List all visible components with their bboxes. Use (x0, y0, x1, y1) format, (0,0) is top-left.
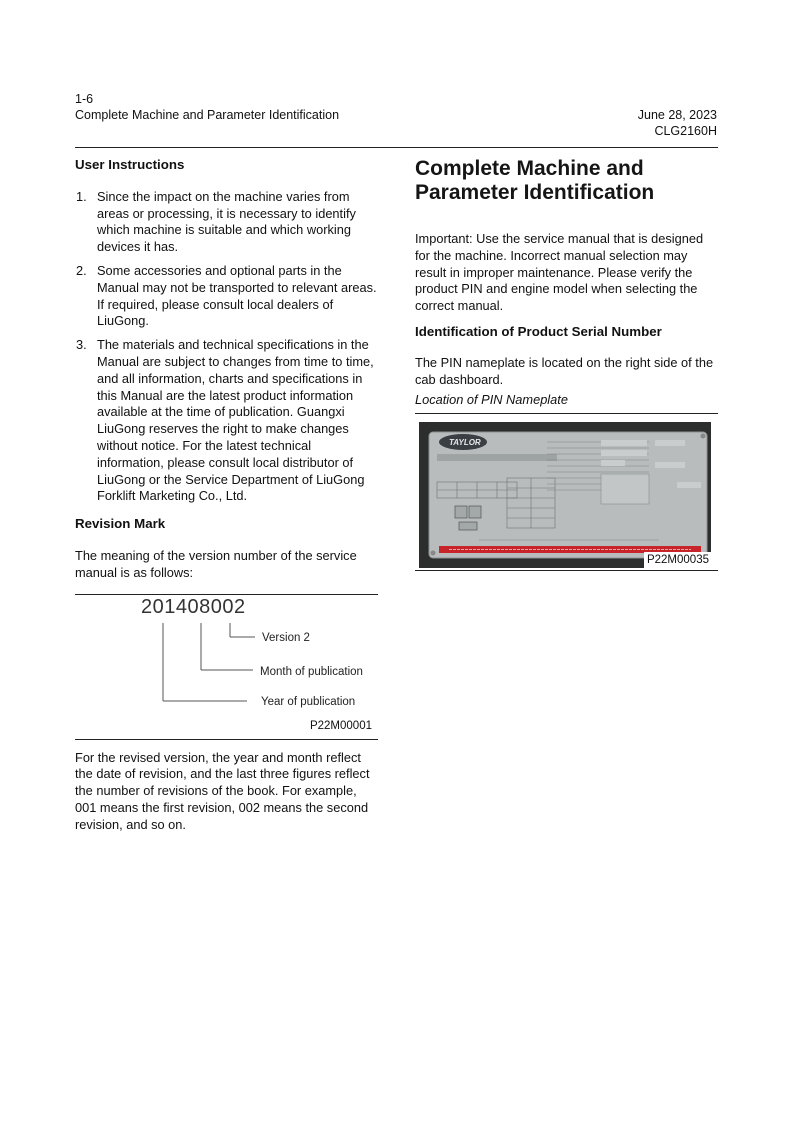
figure-id: P22M00035 (644, 552, 712, 569)
label-year: Year of publication (261, 695, 356, 708)
header-section-title: Complete Machine and Parameter Identification (75, 108, 340, 122)
list-item-number: 3. (76, 337, 87, 353)
revision-intro: The meaning of the version number of the service manual is as follows: (75, 547, 357, 580)
label-month: Month of publication (260, 665, 363, 678)
list-item-text: Some accessories and optional parts in the Manual may not be transported to relevant areas. If required, please consult local dealers of LiuGong. (97, 262, 377, 329)
right-column (415, 157, 718, 571)
list-item-number: 2. (76, 262, 87, 278)
pin-figure-caption: Location of PIN Nameplate (415, 392, 568, 408)
list-item-text: The materials and technical specifications in the Manual are subject to changes from time to time, and all information, charts and specifications in this Manual are the latest product information available at the time of publication. Guangxi LiuGong reserves the right to make changes without notice. For the latest technical information, please consult local distributor of LiuGong or the Service Department of LiuGong Forklift Marketing Co., Ltd. (97, 337, 374, 504)
pin-nameplate-figure (415, 413, 718, 571)
header-divider (75, 147, 718, 148)
nameplate-photo (419, 422, 711, 568)
version-number-example: 201408002 (141, 595, 246, 618)
brand-logo-text: TAYLOR (449, 438, 481, 448)
section-title: Complete Machine and Parameter Identification (415, 157, 655, 204)
list-item (75, 189, 378, 256)
list-item (75, 263, 378, 330)
list-item-number: 1. (76, 188, 87, 204)
label-version: Version 2 (262, 631, 310, 644)
page-header-right (638, 107, 717, 139)
instructions-list (75, 189, 378, 505)
left-column (75, 157, 378, 834)
page-header-left (75, 91, 339, 123)
pin-location-text: The PIN nameplate is located on the right side of the cab dashboard. (415, 354, 714, 387)
revision-mark-heading: Revision Mark (75, 516, 166, 532)
list-item-text: Since the impact on the machine varies from areas or processing, it is necessary to identify which machine is suitable and which working devices it has. (97, 188, 356, 255)
nameplate-image (419, 422, 711, 568)
header-model: CLG2160H (654, 124, 717, 138)
figure-id: P22M00001 (309, 719, 372, 732)
list-item (75, 337, 378, 505)
page-number: 1-6 (75, 92, 94, 106)
important-note: Important: Use the service manual that is designed for the machine. Incorrect manual selection may result in improper maintenance. Please verify the product PIN and engine model when selecting the correct manual. (415, 231, 704, 314)
user-instructions-heading: User Instructions (75, 157, 185, 172)
serial-number-heading: Identification of Product Serial Number (415, 323, 662, 339)
version-number-figure (75, 594, 378, 740)
header-date: June 28, 2023 (637, 108, 717, 122)
revision-explanation: For the revised version, the year and month reflect the date of revision, and the last three figures reflect the number of revisions of the book. For example, 001 means the first revision, 002 means the second revision, and so on. (75, 749, 370, 832)
